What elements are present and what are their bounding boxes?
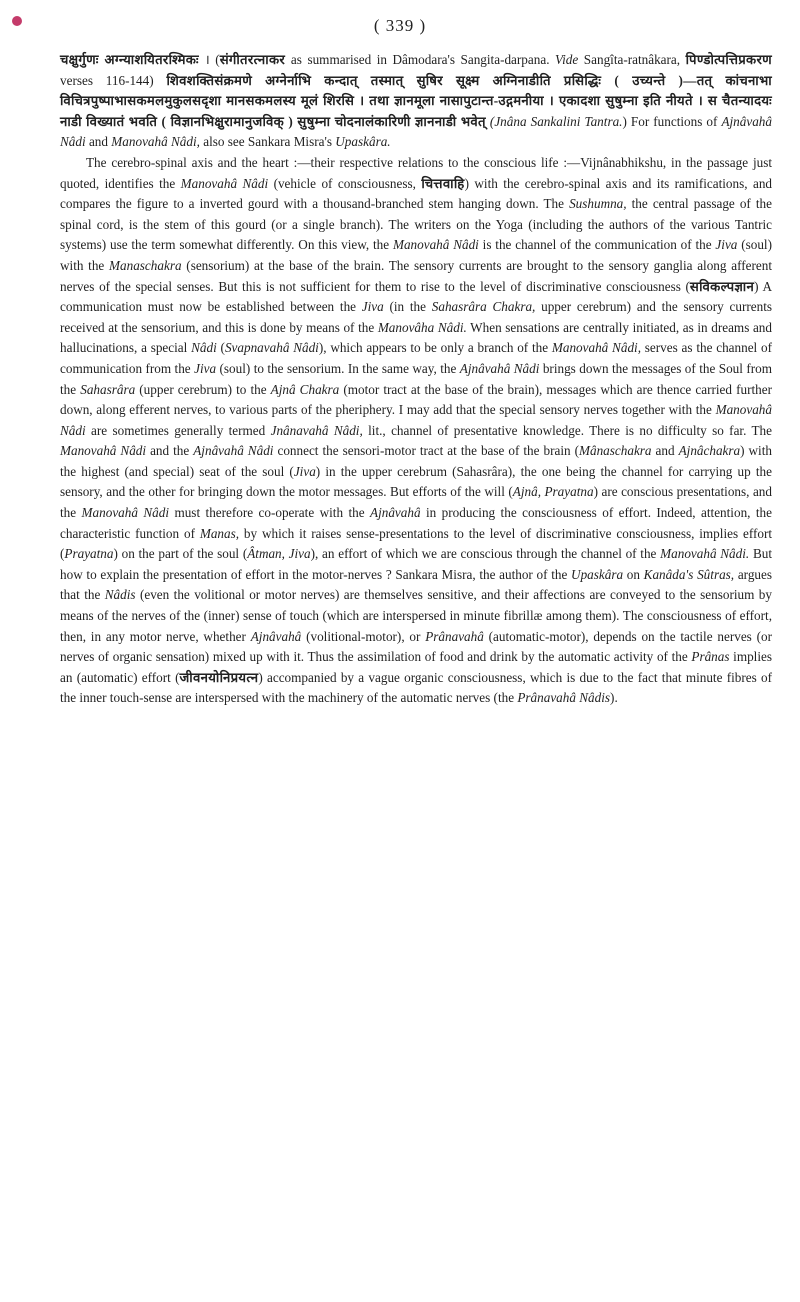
italic-term: ( [485, 113, 495, 129]
italic-term: Ajnâvahâ Nâdi [193, 443, 274, 459]
italic-term: Ajnâ Chakra [270, 381, 340, 397]
italic-term: Manovahâ Nâdi [60, 443, 147, 459]
text-run: Sangîta-ratnâkara, [578, 52, 686, 67]
italic-term: Prânavahâ Nâdis [517, 690, 611, 706]
text-run: (motor tract at the base of the brain), messages which are thence carried further down, along efferent nerves, to various parts of the pheriphery. I may add that the special sensory nerves together with the [60, 381, 772, 418]
text-run: When sensations are centrally initiated, as in dreams and hallucinations, a special [60, 319, 772, 356]
italic-term: Manovahâ Nâdi [60, 402, 772, 438]
text-run: also see Sankara Misra's [199, 134, 336, 150]
text-run: (automatic-motor), depends on the tactile nerves (or nerves of organic sensation) mixed up with it. Thus the assimilation of food and drink by the automatic activity of the [60, 628, 772, 665]
sanskrit-text: पिण्डोत्पत्तिप्रकरण [685, 52, 773, 67]
italic-term: Ajnâchakra [678, 443, 741, 459]
text-run: serves as the channel of communication from the [60, 340, 772, 376]
text-run: (upper cerebrum) to the [135, 381, 271, 397]
text-run: in producing the consciousness of effort. Indeed, attention, the characteristic function of [60, 505, 772, 541]
sanskrit-text: शिवशक्तिसंक्रमणे अग्नेर्नाभि कन्दात् तस्मात् सुषिर सूक्ष्म अग्निनाडीति प्रसिद्धिः ( उच्यन्ते )—तत् कांचनाभा विचित्रपुष्पाभासकमलमुकुलसदृशा मानसकमलस्य मूलं शिरसि । तथा ज्ञानमूला नासापुटान्त-उद्गमनीया । एकादशा सुषुम्ना इति नीयते । स चैतन्यादयः नाडी विख्यातं भवति ( विज्ञानभिक्षुरामानुजविक् ) सुषुम्ना चोदनालंकारिणी ज्ञाननाडी भवेत् [60, 72, 773, 129]
text-run: verses 116-144) [60, 72, 167, 88]
paragraph [60, 153, 772, 709]
sanskrit-text: जीवनयोनिप्रयत्न [179, 669, 259, 685]
italic-term: Manovahâ Nâdi, [551, 340, 642, 356]
text-run: on [623, 566, 644, 582]
text-run: ) are conscious presentations, and the [60, 484, 772, 521]
text-run: The cerebro-spinal axis and the heart :—their respective relations to the conscious life :—Vijnânabhikshu, in the passage just quoted, identifies the [60, 154, 772, 191]
text-run: must therefore co-operate with the [169, 505, 371, 521]
text-run: lit., channel of presentative knowledge. There is no difficulty so far. The [362, 422, 772, 438]
italic-term: Sahasrâra Chakra, [431, 299, 536, 315]
text-run: ) on the part of the soul ( [113, 546, 248, 562]
italic-term: Vide [555, 52, 579, 67]
text-run: implies an (automatic) effort ( [60, 649, 772, 685]
text-run: (soul) with the [60, 237, 772, 273]
text-run: argues that the [60, 566, 772, 603]
text-run: ) in the upper cerebrum (Sahasrâra), the one being the channel for carrying up the sensory, and the other for bringing down the motor messages. But efforts of the will ( [60, 463, 772, 500]
text-run: as summarised in Dâmodara's Sangita-darpana. [290, 52, 556, 67]
italic-term: Manaschakra [109, 257, 182, 273]
text-run: ), which appears to be only a branch of the [318, 340, 552, 356]
text-run: is the channel of the communication of the [478, 237, 716, 253]
italic-term: Kanâda's Sûtras, [643, 566, 735, 582]
italic-term: Prayatna [64, 546, 114, 562]
text-run: by which it raises sense-presentations to the level of discriminative consciousness, implies effort ( [60, 525, 773, 562]
italic-term: Manas, [199, 525, 240, 541]
text-run: ) accompanied by a vague organic consciousness, which is due to the fact that minute fibres of the inner touch-sense are interspersed with the machinery of the automatic nerves (the [60, 669, 772, 706]
text-run: and [651, 443, 679, 459]
italic-term: Jiva [293, 463, 316, 479]
italic-term: Upaskâra. [335, 134, 391, 150]
italic-term: Sushumna, [569, 196, 627, 212]
italic-term: Jiva [194, 360, 217, 376]
text-run: ) For functions of [622, 113, 722, 129]
text-run: (even the volitional or motor nerves) are themselves sensitive, and their affections are conveyed to the sensorium by means of the nerves of the (inner) sense of touch (which are interspersed in minute fibrillæ among them). The consciousness of effort, then, in any motor nerve, whether [60, 587, 772, 644]
text-run: are sometimes generally termed [85, 422, 271, 438]
italic-term: Mânaschakra [579, 443, 652, 459]
italic-term: Ajnâvahâ [370, 505, 421, 521]
italic-term: Jnânavahâ Nâdi, [270, 422, 363, 438]
italic-term: Ajnâvahâ [250, 628, 302, 644]
text-run: and [85, 134, 112, 150]
sanskrit-text: चक्षुर्गुणः [60, 52, 105, 67]
text-run: ) with the highest (and special) seat of the soul ( [60, 443, 772, 479]
paragraph [60, 50, 772, 153]
sanskrit-text: संगीतरत्नाकर [219, 52, 291, 67]
italic-term: Ajnâ, Prayatna [512, 484, 594, 500]
text-run: ) with the cerebro-spinal axis and its ramifications, and compares the figure to a inverted gourd with a thousand-branched stem hanging down. The [60, 175, 773, 212]
text-run: (in the [383, 299, 432, 315]
text-run: । ( [204, 52, 220, 67]
italic-term: Jnâna Sankalini Tantra. [494, 113, 623, 129]
italic-term: Manovahâ Nâdi, [111, 134, 200, 150]
body-text [60, 50, 772, 709]
italic-term: Prânavahâ [425, 628, 484, 644]
italic-term: Manovahâ Nâdi [392, 237, 479, 253]
italic-term: Manovâha Nâdi. [377, 319, 467, 335]
sanskrit-text: चित्तवाहि [421, 175, 465, 191]
italic-term: Manovahâ Nâdi [81, 505, 170, 521]
italic-term: Nâdis [104, 587, 136, 603]
text-run: (sensorium) at the base of the brain. The sensory currents are brought to the sensory ganglia along afferent nerves of the special senses. But this is not sufficient for them to rise to the level of discriminative consciousness ( [60, 257, 772, 294]
sanskrit-text: सविकल्पज्ञान [689, 278, 755, 294]
text-run: upper cerebrum) and the sensory currents received at the sensorium, and this is done by means of the [60, 299, 772, 335]
text-run: ). [610, 690, 618, 706]
text-run: ) A communication must now be established between the [60, 278, 772, 315]
text-run: (vehicle of consciousness, [268, 175, 422, 191]
text-run: (soul) to the sensorium. In the same way, the [216, 360, 460, 376]
text-run: (volitional-motor), or [301, 628, 426, 644]
sanskrit-text: अग्न्याशयितरश्मिकः [104, 52, 205, 67]
italic-term: Manovahâ Nâdi. [660, 546, 750, 562]
text-run: ), an effort of which we are conscious through the channel of the [310, 546, 661, 562]
italic-term: Jiva [361, 299, 384, 315]
text-run: brings down the messages of the Soul from the [60, 360, 772, 397]
text-run: the central passage of the spinal cord, is the stem of this gourd (or a single branch). The writers on the Yoga (including the authors of the various Tantric systems) use the term somewhat differently. On this view, the [60, 196, 773, 253]
italic-term: Ajnâvahâ Nâdi [60, 113, 772, 150]
italic-term: Svapnavahâ Nâdi [224, 340, 319, 356]
italic-term: Prânas [691, 649, 730, 665]
italic-term: Jiva [715, 237, 738, 253]
italic-term: Manovahâ Nâdi [180, 175, 269, 191]
text-run: But how to explain the presentation of effort in the motor-nerves ? Sankara Misra, the author of the [60, 546, 772, 582]
text-run: and the [146, 443, 194, 459]
italic-term: Upaskâra [571, 566, 624, 582]
text-run: connect the sensori-motor tract at the base of the brain ( [273, 443, 579, 459]
page-number: ( 339 ) [373, 16, 427, 35]
italic-term: Âtman, Jiva [247, 546, 311, 562]
italic-term: Nâdi [191, 340, 217, 356]
text-run: ( [216, 340, 225, 356]
italic-term: Ajnâvahâ Nâdi [459, 360, 540, 376]
italic-term: Sahasrâra [80, 381, 136, 397]
